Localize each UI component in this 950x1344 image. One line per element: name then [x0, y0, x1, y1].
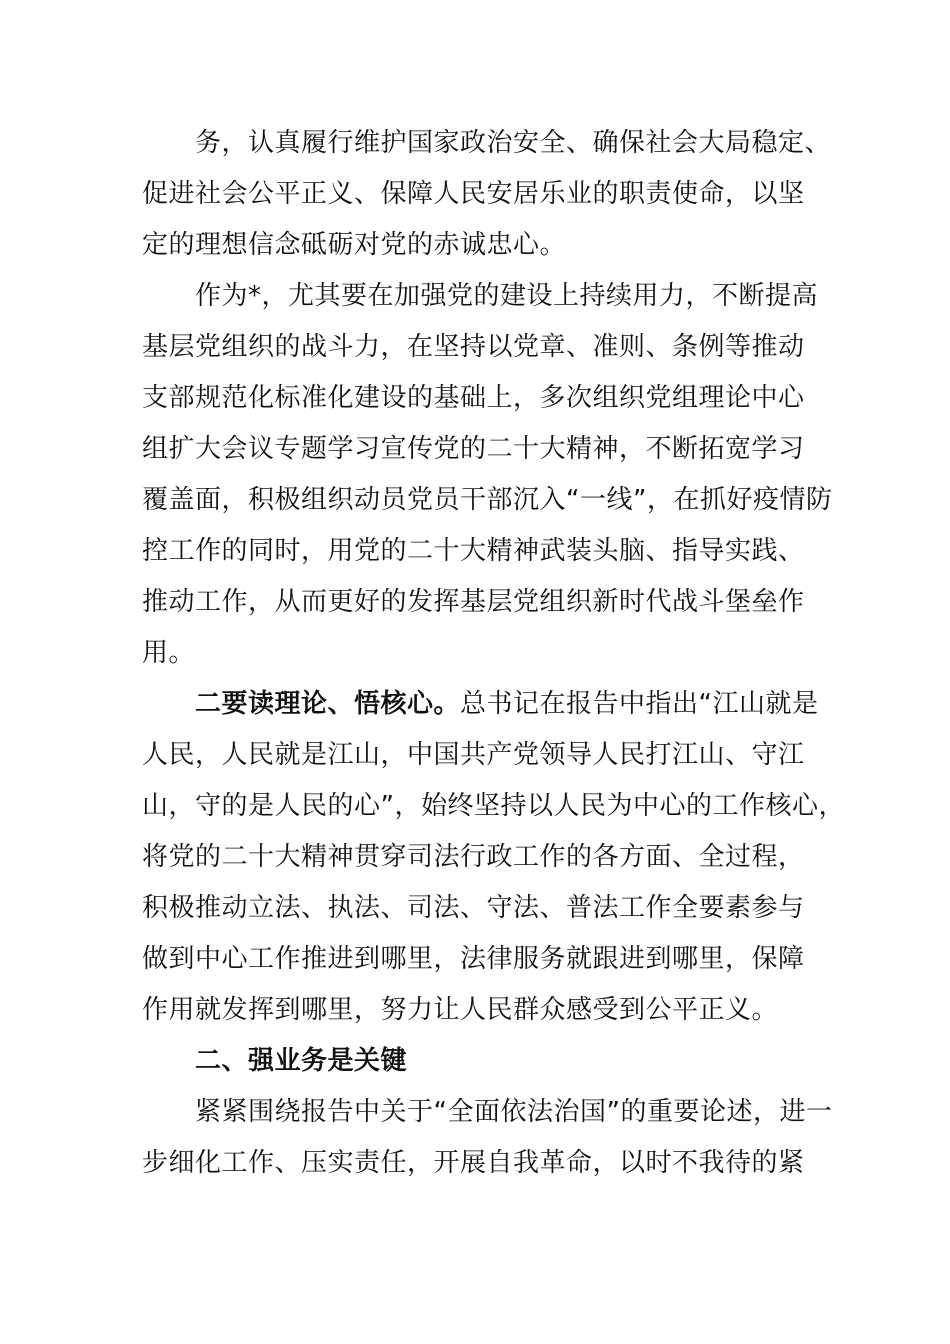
- paragraph-line: 紧紧围绕报告中关于“全面依法治国”的重要论述，进一: [195, 1097, 833, 1127]
- paragraph-line: 支部规范化标准化建设的基础上，多次组织党组理论中心: [142, 383, 805, 413]
- paragraph-line: [195, 679, 819, 729]
- paragraph-line: 积极推动立法、执法、司法、守法、普法工作全要素参与: [142, 893, 805, 923]
- paragraph-line: 务，认真履行维护国家政治安全、确保社会大局稳定、: [195, 128, 832, 158]
- paragraph-line: 步细化工作、压实责任，开展自我革命，以时不我待的紧: [142, 1148, 805, 1178]
- paragraph-line: 定的理想信念砥砺对党的赤诚忠心。: [142, 230, 567, 260]
- paragraph-line: 促进社会公平正义、保障人民安居乐业的职责使命，以坚: [142, 179, 805, 209]
- paragraph-line: 将党的二十大精神贯穿司法行政工作的各方面、全过程，: [142, 842, 805, 872]
- paragraph-line: 组扩大会议专题学习宣传党的二十大精神，不断拓宽学习: [142, 434, 805, 464]
- paragraph-text: 总书记在报告中指出“江山就是: [460, 689, 819, 719]
- paragraph-line: 作为*，尤其要在加强党的建设上持续用力，不断提高: [195, 281, 819, 311]
- paragraph-line: 覆盖面，积极组织动员党员干部沉入“一线”，在抓好疫情防: [142, 485, 833, 515]
- paragraph-line: 做到中心工作推进到哪里，法律服务就跟进到哪里，保障: [142, 944, 805, 974]
- section-heading: 二、强业务是关键: [195, 1046, 408, 1076]
- paragraph-line: 基层党组织的战斗力，在坚持以党章、准则、条例等推动: [142, 332, 805, 362]
- paragraph-line: 山，守的是人民的心”，始终坚持以人民为中心的工作核心，: [142, 791, 845, 821]
- section-lead-heading: 二要读理论、悟核心。: [195, 689, 461, 719]
- paragraph-line: 控工作的同时，用党的二十大精神武装头脑、指导实践、: [142, 536, 805, 566]
- paragraph-line: 用。: [142, 638, 196, 668]
- paragraph-line: 人民，人民就是江山，中国共产党领导人民打江山、守江: [142, 740, 805, 770]
- paragraph-line: 作用就发挥到哪里，努力让人民群众感受到公平正义。: [142, 995, 779, 1025]
- paragraph-line: 推动工作，从而更好的发挥基层党组织新时代战斗堡垒作: [142, 587, 805, 617]
